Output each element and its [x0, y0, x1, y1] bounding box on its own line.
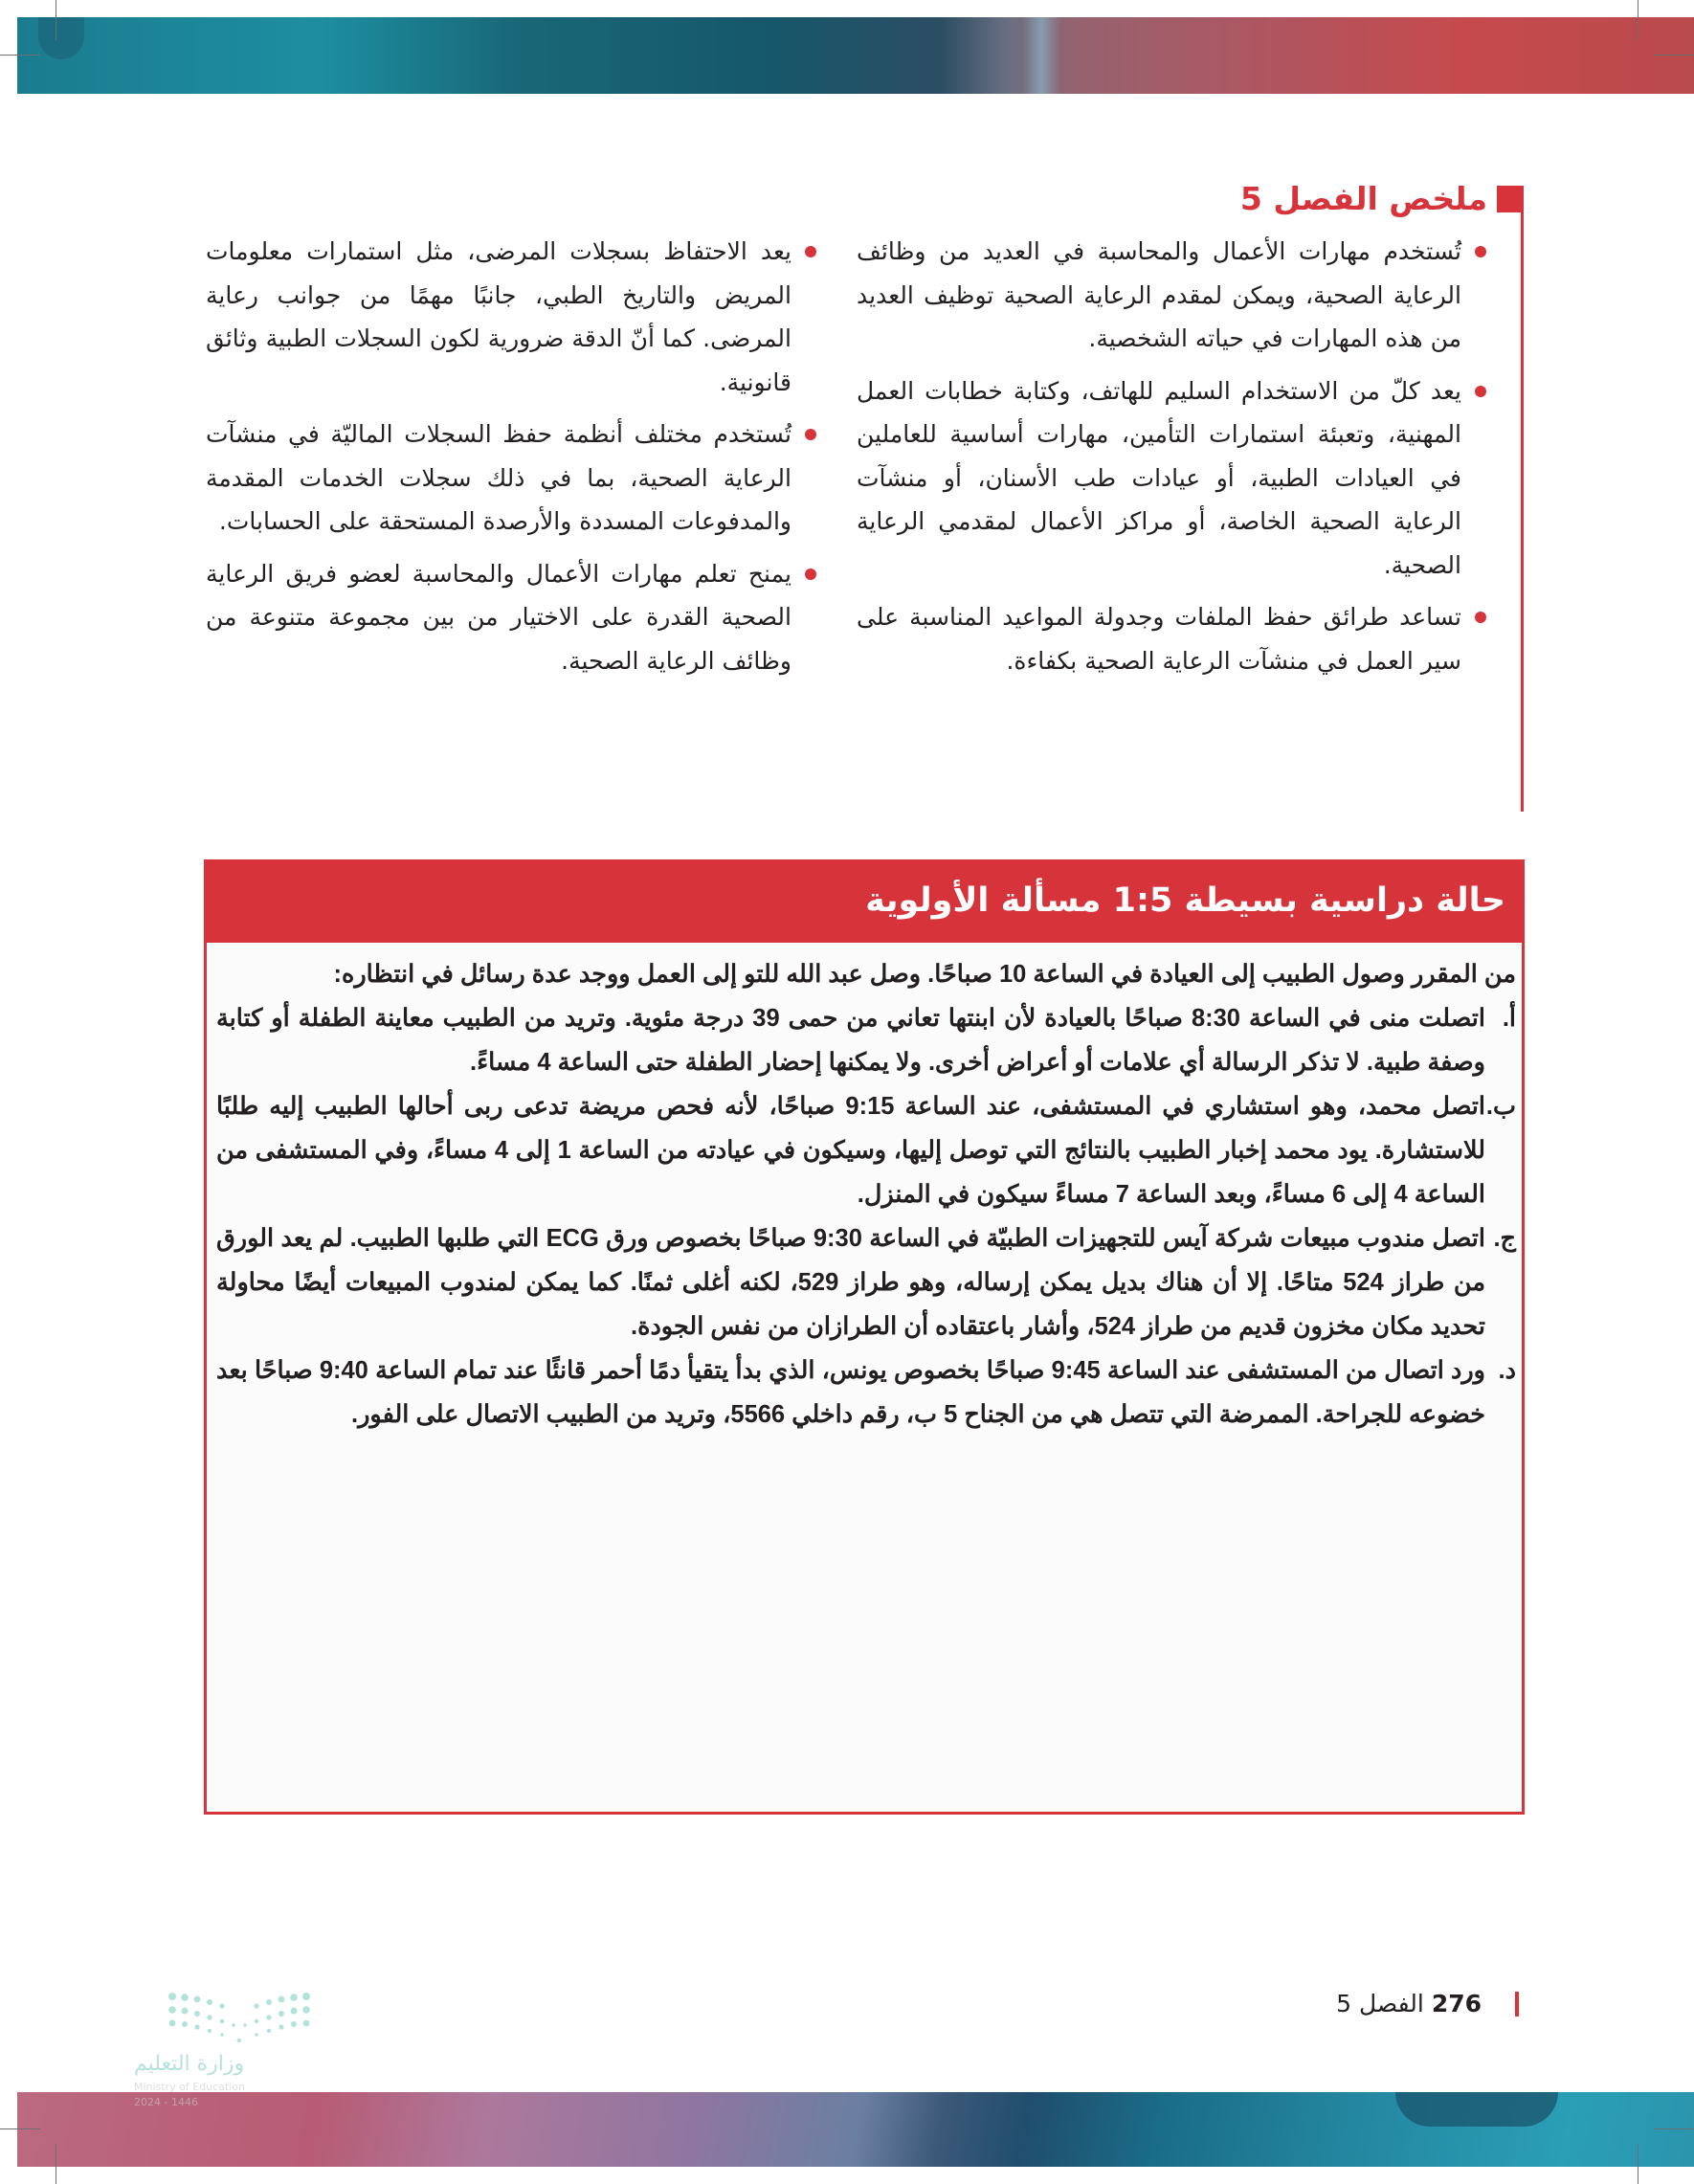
bullet-text: يعد كلّ من الاستخدام السليم للهاتف، وكتابة خطابات العمل المهنية، وتعبئة استمارات التأمين، مهارات أساسية للعاملين في العيادات الطبية، أو عيادات طب الأسنان، أو منشآت الرعاية الصحية الخاصة، أو مراكز الأعمال لمقدمي الرعاية الصحية. — [857, 376, 1461, 579]
case-study-intro: من المقرر وصول الطبيب إلى العيادة في الساعة 10 صباحًا. وصل عبد الله للتو إلى العمل ووجد عدة رسائل في انتظاره: — [333, 961, 1516, 988]
bullet-text: يمنح تعلم مهارات الأعمال والمحاسبة لعضو فريق الرعاية الصحية القدرة على الاختيار من بين مجموعة متنوعة من وظائف الرعاية الصحية. — [206, 559, 791, 675]
bullet-dot-icon — [1475, 612, 1486, 623]
bullet-dot-icon — [1475, 246, 1486, 257]
summary-column-right — [857, 230, 1488, 691]
case-study-header — [204, 859, 1525, 943]
item-text: ورد اتصال من المستشفى عند الساعة 9:45 صباحًا بخصوص يونس، الذي بدأ يتقيأ دمًا أحمر قانئًا عند تمام الساعة 9:40 صباحًا بعد خضوعه للجراحة. الممرضة التي تتصل هي من الجناح 5 ب، رقم داخلي 5566، وتريد من الطبيب الاتصال على الفور. — [216, 1357, 1486, 1428]
bullet-dot-icon — [805, 246, 816, 257]
footer-red-bar — [1515, 1992, 1519, 2017]
bullet-dot-icon — [805, 429, 816, 440]
item-letter: أ. — [1502, 1005, 1516, 1032]
bullet-text: تساعد طرائق حفظ الملفات وجدولة المواعيد المناسبة على سير العمل في منشآت الرعاية الصحية بكفاءة. — [857, 603, 1461, 675]
page-number — [1336, 1985, 1482, 2023]
case-study-title: حالة دراسية بسيطة 1:5 مسألة الأولوية — [865, 881, 1505, 920]
chapter-summary-heading — [1240, 178, 1524, 220]
page-number-value: 276 — [1431, 1990, 1482, 2017]
item-letter: ج. — [1493, 1225, 1516, 1252]
bullet-text: تُستخدم مهارات الأعمال والمحاسبة في العديد من وظائف الرعاية الصحية، ويمكن لمقدم الرعاية الصحية توظيف العديد من هذه المهارات في حياته الشخصية. — [857, 237, 1461, 352]
summary-column-left — [206, 230, 818, 691]
summary-bullet — [857, 369, 1488, 588]
summary-bullet — [857, 230, 1488, 361]
case-study-body — [216, 952, 1516, 1437]
chapter-label: الفصل 5 — [1336, 1990, 1424, 2017]
summary-bullet — [206, 412, 818, 544]
moe-year: 2024 - 1446 — [134, 2096, 198, 2108]
heading-title: ملخص الفصل 5 — [1239, 180, 1487, 217]
moe-english-name: Ministry of Education — [134, 2081, 246, 2093]
crop-mark-top-left-h — [0, 55, 40, 56]
summary-bullet — [206, 230, 818, 404]
case-study-item — [216, 996, 1516, 1084]
item-letter: د. — [1498, 1357, 1516, 1384]
bottom-decorative-banner — [17, 2092, 1694, 2167]
ministry-of-education-logo — [96, 1989, 325, 2108]
bullet-dot-icon — [1475, 386, 1486, 397]
crop-mark-top-right-h — [1654, 55, 1694, 56]
bullet-text: يعد الاحتفاظ بسجلات المرضى، مثل استمارات معلومات المريض والتاريخ الطبي، جانبًا مهمًا من جوانب رعاية المرضى. كما أنّ الدقة ضرورية لكون السجلات الطبية وثائق قانونية. — [206, 237, 791, 396]
item-text: اتصل محمد، وهو استشاري في المستشفى، عند الساعة 9:15 صباحًا، لأنه فحص مريضة تدعى ربى أحالها الطبيب إليه طلبًا للاستشارة. يود محمد إخبار الطبيب بالنتائج التي توصل إليها، وسيكون في عيادته من الساعة 1 إلى 4 مساءً، وفي المستشفى من الساعة 4 إلى 6 مساءً، وبعد الساعة 7 مساءً سيكون في المنزل. — [216, 1093, 1485, 1208]
moe-dots-logo-icon — [163, 1989, 316, 2048]
crop-mark-bottom-left-h — [0, 2128, 40, 2129]
top-decorative-banner — [17, 17, 1694, 94]
bullet-dot-icon — [805, 568, 816, 580]
item-text: اتصل مندوب مبيعات شركة آيس للتجهيزات الطبيّة في الساعة 9:30 صباحًا بخصوص ورق ECG التي طلبها الطبيب. لم يعد الورق من طراز 524 متاحًا. إلا أن هناك بديل يمكن إرساله، وهو طراز 529، لكنه أغلى ثمنًا. كما يمكن لمندوب المبيعات أيضًا محاولة تحديد مكان مخزون قديم من طراز 524، وأشار باعتقاده أن الطرازان من نفس الجودة. — [216, 1225, 1485, 1340]
bullet-text: تُستخدم مختلف أنظمة حفظ السجلات الماليّة في منشآت الرعاية الصحية، بما في ذلك سجلات الخدمات المقدمة والمدفوعات المسددة والأرصدة المستحقة على الحسابات. — [206, 420, 791, 535]
case-study-item — [216, 1084, 1516, 1216]
summary-bullet — [206, 552, 818, 683]
case-study-item — [216, 1216, 1516, 1348]
heading-square-marker-icon — [1497, 186, 1524, 212]
summary-vertical-rule — [1521, 205, 1524, 812]
case-study-item — [216, 1348, 1516, 1437]
item-text: اتصلت منى في الساعة 8:30 صباحًا بالعيادة لأن ابنتها تعاني من حمى 39 درجة مئوية. وتريد من الطبيب معاينة الطفلة أو كتابة وصفة طبية. لا تذكر الرسالة أي علامات أو أعراض أخرى. ولا يمكنها إحضار الطفلة حتى الساعة 4 مساءً. — [216, 1005, 1485, 1076]
summary-bullet — [857, 595, 1488, 682]
item-letter: ب. — [1485, 1093, 1516, 1120]
moe-arabic-name: وزارة التعليم — [134, 2052, 245, 2076]
crop-mark-bottom-right-h — [1654, 2128, 1694, 2129]
